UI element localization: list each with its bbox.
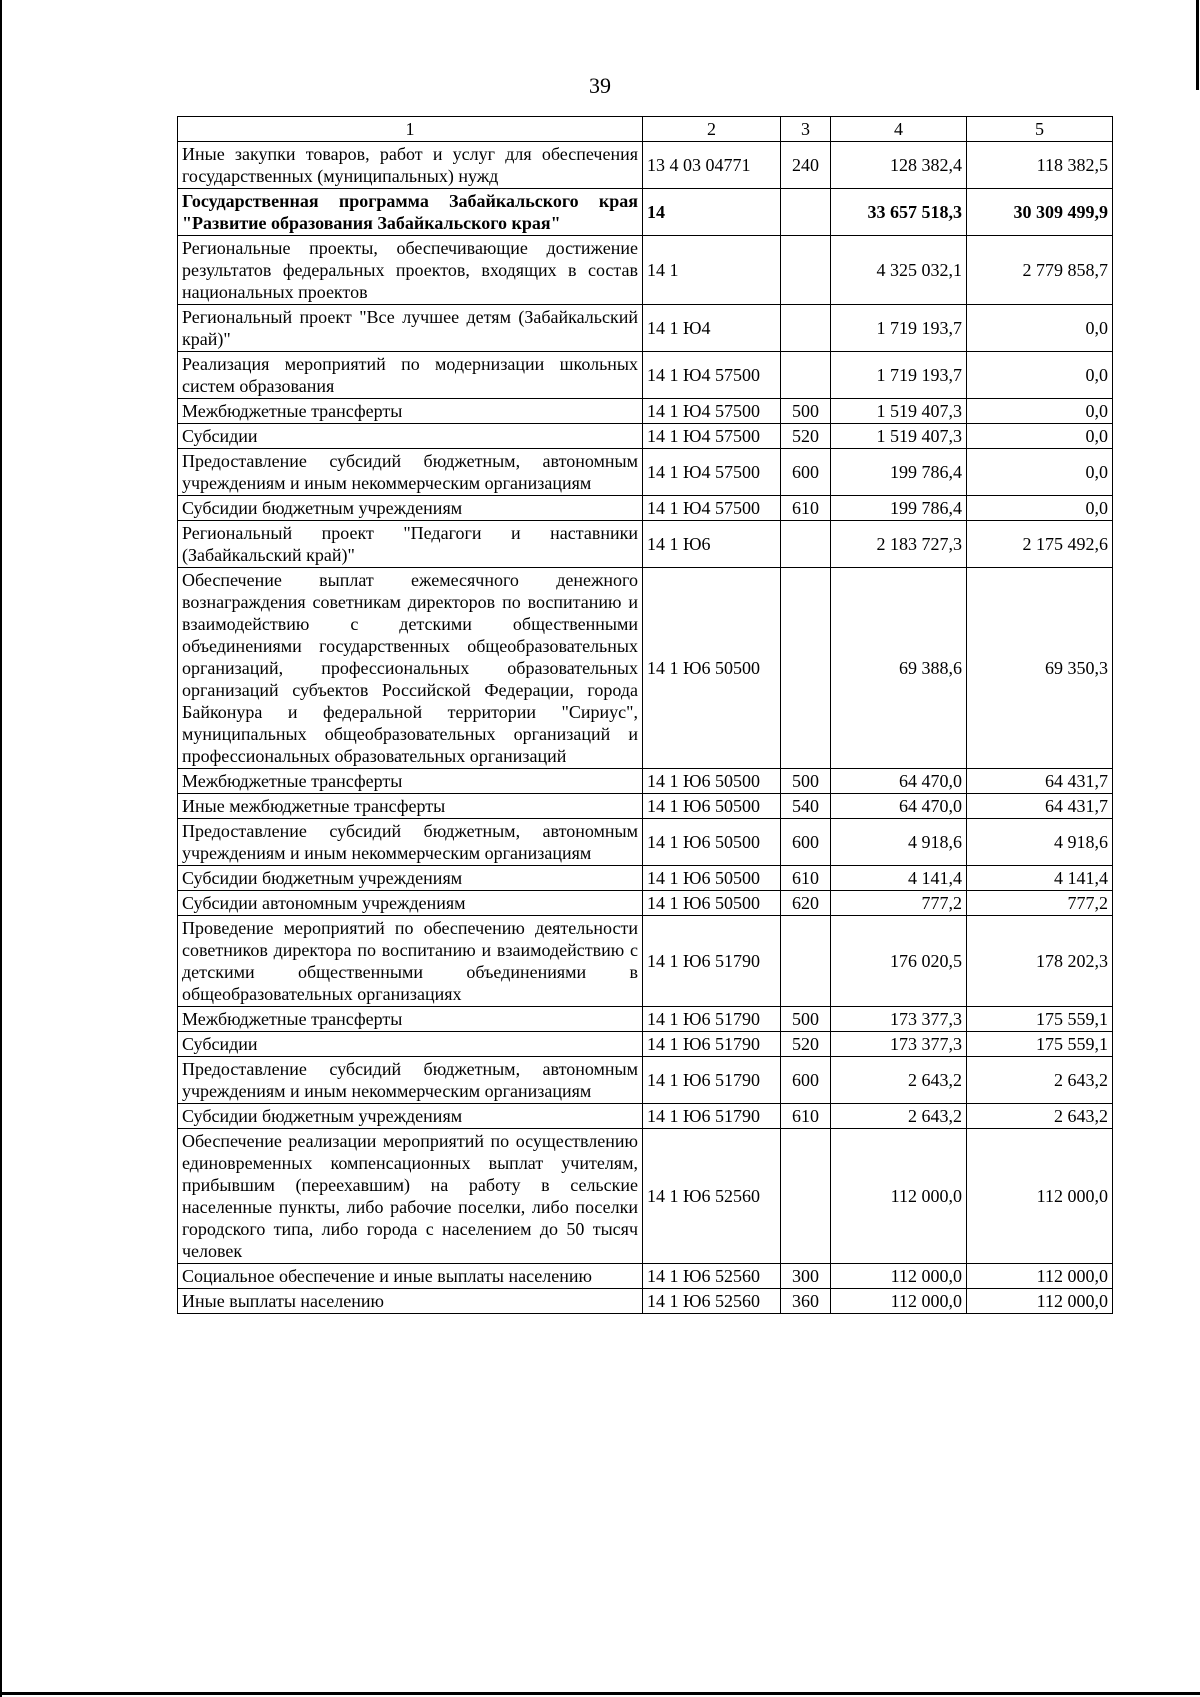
row-value-current-cell: 33 657 518,3: [831, 189, 967, 236]
row-name-cell: Иные закупки товаров, работ и услуг для обеспечения государственных (муниципальных) нужд: [178, 142, 643, 189]
table-row: [178, 399, 1113, 424]
row-value-current-cell: 112 000,0: [831, 1129, 967, 1264]
header-col-1: 1: [178, 117, 643, 142]
row-value-next-cell: 2 643,2: [967, 1104, 1113, 1129]
table-row: [178, 568, 1113, 769]
row-value-current-cell: 173 377,3: [831, 1032, 967, 1057]
row-value-next-cell: 64 431,7: [967, 794, 1113, 819]
row-value-current-cell: 4 918,6: [831, 819, 967, 866]
row-code-cell: 14 1 Ю6 52560: [643, 1264, 781, 1289]
table-row: [178, 305, 1113, 352]
row-code-cell: 14 1 Ю4 57500: [643, 399, 781, 424]
table-row: [178, 352, 1113, 399]
row-value-current-cell: 173 377,3: [831, 1007, 967, 1032]
row-value-current-cell: 199 786,4: [831, 449, 967, 496]
header-col-5: 5: [967, 117, 1113, 142]
row-value-current-cell: 112 000,0: [831, 1289, 967, 1314]
row-code-cell: 14 1 Ю4 57500: [643, 496, 781, 521]
row-name-cell: Иные межбюджетные трансферты: [178, 794, 643, 819]
row-value-next-cell: 2 643,2: [967, 1057, 1113, 1104]
row-value-current-cell: 4 325 032,1: [831, 236, 967, 305]
row-name-cell: Межбюджетные трансферты: [178, 769, 643, 794]
row-value-next-cell: 0,0: [967, 424, 1113, 449]
row-value-next-cell: 69 350,3: [967, 568, 1113, 769]
row-type-cell: 540: [781, 794, 831, 819]
row-code-cell: 14 1 Ю6 51790: [643, 916, 781, 1007]
row-value-current-cell: 777,2: [831, 891, 967, 916]
page-number: 39: [589, 73, 611, 98]
header-row: [178, 117, 1113, 142]
row-name-cell: Субсидии бюджетным учреждениям: [178, 496, 643, 521]
row-code-cell: 14 1 Ю6: [643, 521, 781, 568]
row-value-next-cell: 30 309 499,9: [967, 189, 1113, 236]
row-value-current-cell: 2 183 727,3: [831, 521, 967, 568]
row-type-cell: [781, 916, 831, 1007]
row-value-next-cell: 4 141,4: [967, 866, 1113, 891]
table-row: [178, 1264, 1113, 1289]
row-value-current-cell: 199 786,4: [831, 496, 967, 521]
row-name-cell: Субсидии: [178, 424, 643, 449]
table-row: [178, 1032, 1113, 1057]
row-name-cell: Субсидии: [178, 1032, 643, 1057]
row-value-current-cell: 1 719 193,7: [831, 305, 967, 352]
row-code-cell: 14 1 Ю6 51790: [643, 1057, 781, 1104]
row-type-cell: 520: [781, 424, 831, 449]
row-type-cell: 600: [781, 449, 831, 496]
row-name-cell: Предоставление субсидий бюджетным, автономным учреждениям и иным некоммерческим организациям: [178, 1057, 643, 1104]
row-name-cell: Предоставление субсидий бюджетным, автономным учреждениям и иным некоммерческим организациям: [178, 449, 643, 496]
row-code-cell: 14 1 Ю4 57500: [643, 424, 781, 449]
row-code-cell: 14 1: [643, 236, 781, 305]
header-col-4: 4: [831, 117, 967, 142]
row-name-cell: Проведение мероприятий по обеспечению деятельности советников директора по воспитанию и взаимодействию с детскими общественными объединениями в общеобразовательных организациях: [178, 916, 643, 1007]
row-code-cell: 14 1 Ю4 57500: [643, 352, 781, 399]
table-row: [178, 1057, 1113, 1104]
row-value-next-cell: 0,0: [967, 399, 1113, 424]
scan-edge-bottom: [0, 1692, 1200, 1695]
row-value-current-cell: 4 141,4: [831, 866, 967, 891]
row-code-cell: 14 1 Ю6 51790: [643, 1032, 781, 1057]
row-value-next-cell: 4 918,6: [967, 819, 1113, 866]
row-type-cell: [781, 352, 831, 399]
row-value-current-cell: 1 719 193,7: [831, 352, 967, 399]
row-type-cell: 600: [781, 1057, 831, 1104]
row-name-cell: Субсидии бюджетным учреждениям: [178, 1104, 643, 1129]
row-code-cell: 14 1 Ю6 50500: [643, 819, 781, 866]
table-row: [178, 1129, 1113, 1264]
row-value-next-cell: 0,0: [967, 496, 1113, 521]
table-row: [178, 496, 1113, 521]
row-type-cell: 520: [781, 1032, 831, 1057]
row-name-cell: Государственная программа Забайкальского края "Развитие образования Забайкальского края": [178, 189, 643, 236]
row-type-cell: 500: [781, 769, 831, 794]
row-type-cell: 240: [781, 142, 831, 189]
table-row: [178, 142, 1113, 189]
row-type-cell: 500: [781, 399, 831, 424]
row-code-cell: 14 1 Ю4: [643, 305, 781, 352]
row-name-cell: Межбюджетные трансферты: [178, 1007, 643, 1032]
row-value-next-cell: 2 175 492,6: [967, 521, 1113, 568]
table-row: [178, 891, 1113, 916]
row-code-cell: 14 1 Ю6 52560: [643, 1129, 781, 1264]
row-value-next-cell: 64 431,7: [967, 769, 1113, 794]
row-value-current-cell: 2 643,2: [831, 1104, 967, 1129]
row-value-next-cell: 112 000,0: [967, 1129, 1113, 1264]
row-type-cell: 600: [781, 819, 831, 866]
scan-edge-left: [0, 0, 2, 1697]
row-name-cell: Социальное обеспечение и иные выплаты населению: [178, 1264, 643, 1289]
table-row: [178, 1104, 1113, 1129]
row-value-next-cell: 118 382,5: [967, 142, 1113, 189]
row-value-current-cell: 1 519 407,3: [831, 399, 967, 424]
row-type-cell: 610: [781, 866, 831, 891]
row-value-current-cell: 64 470,0: [831, 794, 967, 819]
table-row: [178, 424, 1113, 449]
row-value-current-cell: 69 388,6: [831, 568, 967, 769]
row-type-cell: 610: [781, 1104, 831, 1129]
row-code-cell: 14 1 Ю6 51790: [643, 1104, 781, 1129]
row-value-next-cell: 0,0: [967, 305, 1113, 352]
table-row: [178, 866, 1113, 891]
row-type-cell: [781, 236, 831, 305]
row-code-cell: 14 1 Ю6 50500: [643, 568, 781, 769]
row-type-cell: 610: [781, 496, 831, 521]
table-row: [178, 794, 1113, 819]
table-row: [178, 819, 1113, 866]
row-type-cell: 300: [781, 1264, 831, 1289]
row-name-cell: Региональные проекты, обеспечивающие достижение результатов федеральных проектов, входящих в состав национальных проектов: [178, 236, 643, 305]
row-name-cell: Иные выплаты населению: [178, 1289, 643, 1314]
row-value-next-cell: 175 559,1: [967, 1032, 1113, 1057]
row-value-current-cell: 176 020,5: [831, 916, 967, 1007]
row-name-cell: Обеспечение выплат ежемесячного денежного вознаграждения советникам директоров по воспитанию и взаимодействию с детскими общественными объединениями государственных общеобразовательных организаций, профессиональных образовательных организаций субъектов Российской Федерации, города Байконура и федеральной территории "Сириус", муниципальных общеобразовательных организаций и профессиональных образовательных организаций: [178, 568, 643, 769]
row-type-cell: [781, 521, 831, 568]
row-value-next-cell: 777,2: [967, 891, 1113, 916]
row-type-cell: 620: [781, 891, 831, 916]
row-value-next-cell: 0,0: [967, 449, 1113, 496]
row-value-next-cell: 175 559,1: [967, 1007, 1113, 1032]
row-value-current-cell: 112 000,0: [831, 1264, 967, 1289]
table-row: [178, 521, 1113, 568]
row-name-cell: Региональный проект "Все лучшее детям (Забайкальский край)": [178, 305, 643, 352]
row-value-next-cell: 2 779 858,7: [967, 236, 1113, 305]
row-name-cell: Межбюджетные трансферты: [178, 399, 643, 424]
row-code-cell: 14 1 Ю6 51790: [643, 1007, 781, 1032]
row-name-cell: Субсидии автономным учреждениям: [178, 891, 643, 916]
row-type-cell: [781, 189, 831, 236]
row-value-next-cell: 112 000,0: [967, 1289, 1113, 1314]
header-col-2: 2: [643, 117, 781, 142]
table-row: [178, 189, 1113, 236]
table-row: [178, 236, 1113, 305]
row-value-current-cell: 64 470,0: [831, 769, 967, 794]
row-value-next-cell: 112 000,0: [967, 1264, 1113, 1289]
row-name-cell: Обеспечение реализации мероприятий по осуществлению единовременных компенсационных выплат учителям, прибывшим (переехавшим) на работу в сельские населенные пункты, либо рабочие поселки, либо поселки городского типа, либо города с населением до 50 тысяч человек: [178, 1129, 643, 1264]
row-name-cell: Субсидии бюджетным учреждениям: [178, 866, 643, 891]
row-value-next-cell: 178 202,3: [967, 916, 1113, 1007]
row-type-cell: [781, 1129, 831, 1264]
row-code-cell: 14 1 Ю6 50500: [643, 891, 781, 916]
row-value-current-cell: 1 519 407,3: [831, 424, 967, 449]
table-row: [178, 449, 1113, 496]
row-code-cell: 14: [643, 189, 781, 236]
row-value-current-cell: 2 643,2: [831, 1057, 967, 1104]
row-name-cell: Реализация мероприятий по модернизации школьных систем образования: [178, 352, 643, 399]
row-code-cell: 14 1 Ю6 50500: [643, 866, 781, 891]
row-code-cell: 13 4 03 04771: [643, 142, 781, 189]
table-row: [178, 916, 1113, 1007]
row-name-cell: Предоставление субсидий бюджетным, автономным учреждениям и иным некоммерческим организациям: [178, 819, 643, 866]
table-row: [178, 1007, 1113, 1032]
row-value-next-cell: 0,0: [967, 352, 1113, 399]
row-name-cell: Региональный проект "Педагоги и наставники (Забайкальский край)": [178, 521, 643, 568]
budget-table: [177, 116, 1113, 1314]
row-code-cell: 14 1 Ю6 52560: [643, 1289, 781, 1314]
row-code-cell: 14 1 Ю6 50500: [643, 794, 781, 819]
row-type-cell: [781, 305, 831, 352]
row-code-cell: 14 1 Ю4 57500: [643, 449, 781, 496]
row-type-cell: 360: [781, 1289, 831, 1314]
row-value-current-cell: 128 382,4: [831, 142, 967, 189]
row-type-cell: 500: [781, 1007, 831, 1032]
row-type-cell: [781, 568, 831, 769]
row-code-cell: 14 1 Ю6 50500: [643, 769, 781, 794]
table-row: [178, 1289, 1113, 1314]
table-row: [178, 769, 1113, 794]
header-col-3: 3: [781, 117, 831, 142]
